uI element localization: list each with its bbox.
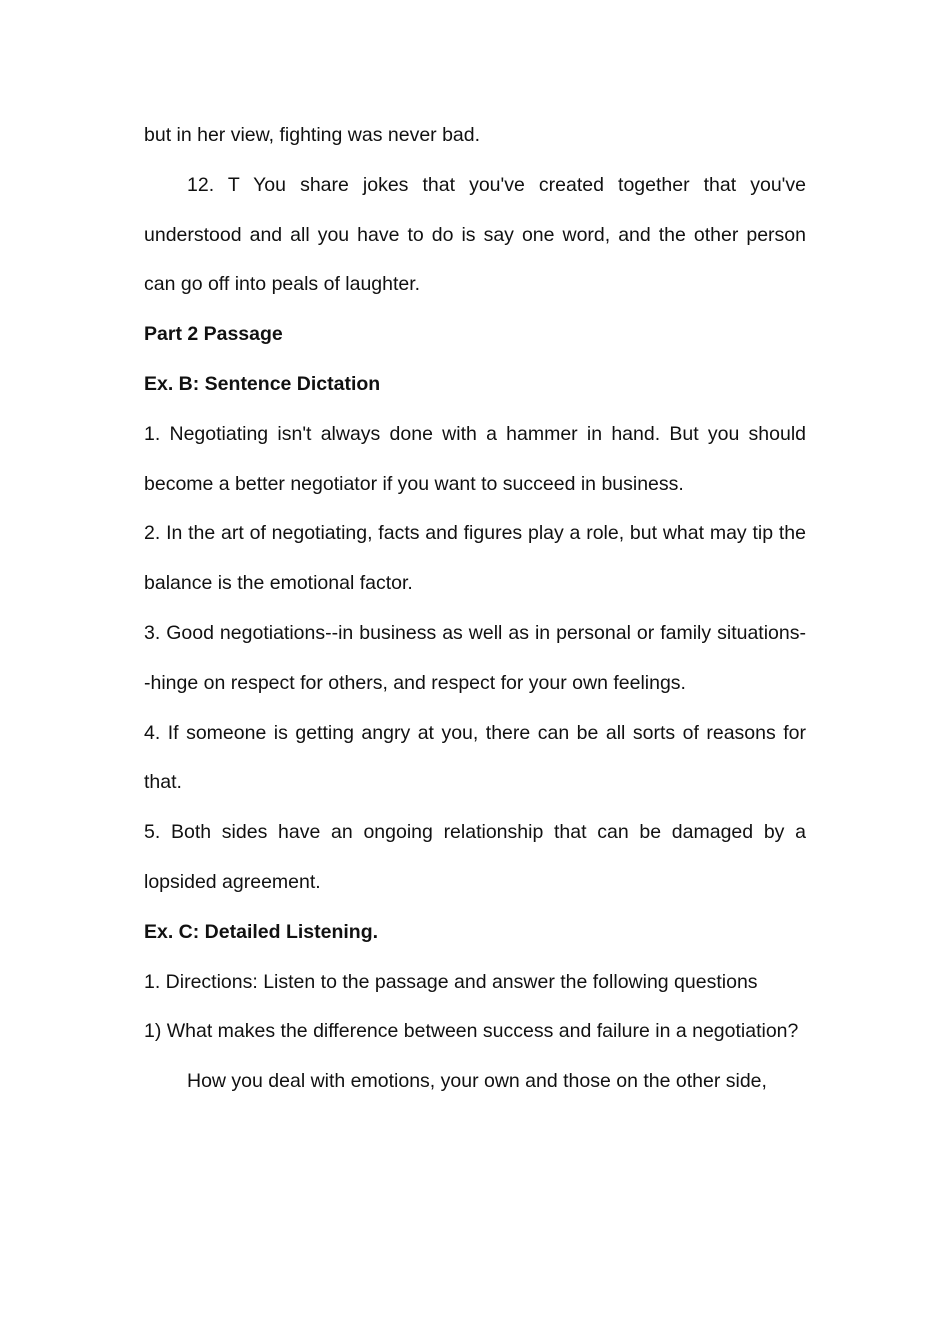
dictation-sentence-1: 1. Negotiating isn't always done with a hammer in hand. But you should become a better negotiator if you want to succeed in business.	[144, 422, 806, 495]
dictation-sentence-2: 2. In the art of negotiating, facts and figures play a role, but what may tip the balance is the emotional factor.	[144, 522, 806, 595]
dictation-sentence-3: 3. Good negotiations--in business as well as in personal or family situations--hinge on respect for others, and respect for your own feelings.	[144, 621, 806, 694]
question-1: 1) What makes the difference between success and failure in a negotiation?	[144, 1020, 799, 1043]
heading-ex-c: Ex. C: Detailed Listening.	[144, 920, 379, 943]
answer-1: How you deal with emotions, your own and those on the other side,	[187, 1070, 767, 1093]
paragraph-continuation: but in her view, fighting was never bad.	[144, 124, 481, 146]
heading-ex-b: Ex. B: Sentence Dictation	[144, 372, 381, 395]
paragraph-item-12: 12. T You share jokes that you've created together that you've understood and all you have to do is say one word, and the other person can go off into peals of laughter.	[144, 173, 806, 296]
heading-part-2-passage: Part 2 Passage	[144, 323, 283, 346]
directions-text: 1. Directions: Listen to the passage and answer the following questions	[144, 970, 758, 993]
dictation-sentence-4: 4. If someone is getting angry at you, there can be all sorts of reasons for that.	[144, 721, 806, 794]
document-page	[144, 111, 806, 1107]
dictation-sentence-5: 5. Both sides have an ongoing relationship that can be damaged by a lopsided agreement.	[144, 821, 806, 893]
